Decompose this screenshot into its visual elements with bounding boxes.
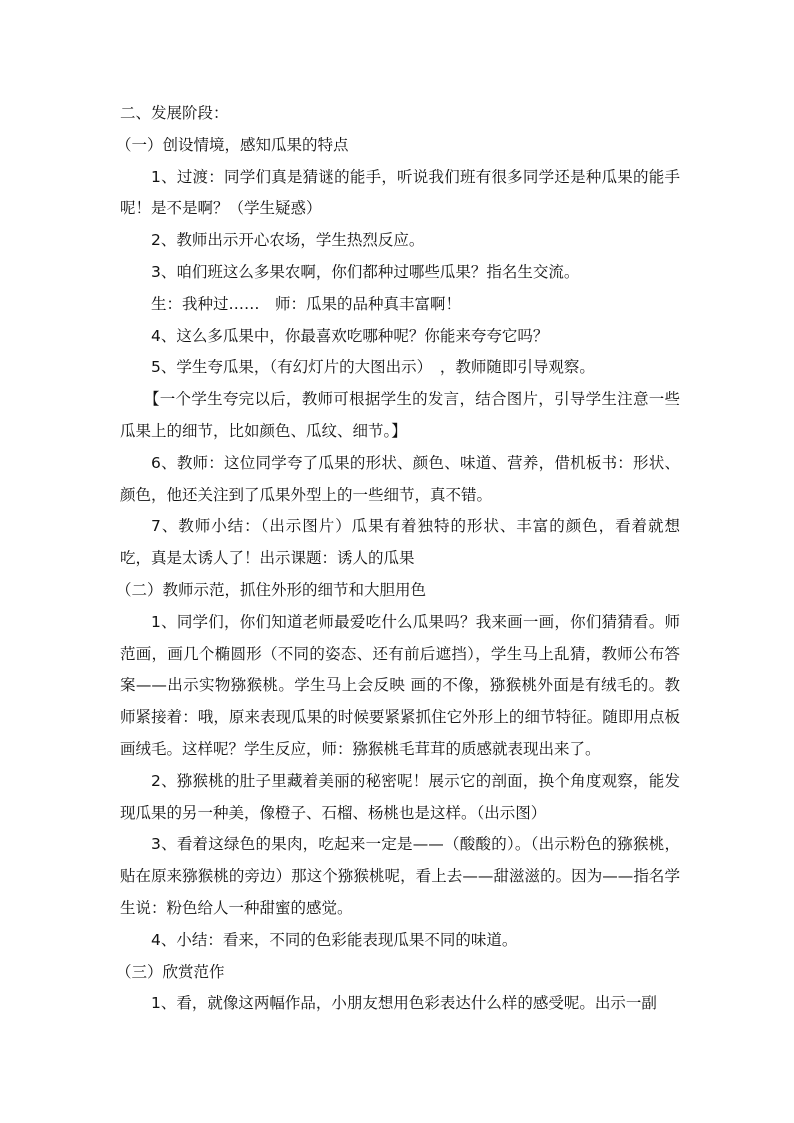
paragraph: 4、这么多瓜果中，你最喜欢吃哪种呢？你能来夸夸它吗？	[151, 326, 549, 345]
paragraph: 7、教师小结：（出示图片）瓜果有着独特的形状、丰富的颜色，看着就想吃，真是太诱人了！出示课题：诱人的瓜果	[120, 517, 680, 568]
paragraph: 4、小结：看来，不同的色彩能表现瓜果不同的味道。	[151, 930, 518, 949]
subsection-heading: （一）创设情境，感知瓜果的特点	[116, 135, 349, 154]
paragraph: 5、学生夸瓜果，（有幻灯片的大图出示） ，教师随即引导观察。	[151, 358, 595, 377]
subsection-heading: （三）欣赏范作	[116, 962, 225, 981]
section-heading: 二、发展阶段：	[120, 104, 229, 122]
paragraph: 1、看，就像这两幅作品，小朋友想用色彩表达什么样的感受呢。出示一副	[151, 994, 657, 1013]
paragraph: 3、看着这绿色的果肉，吃起来一定是——（酸酸的）。（出示粉色的猕猴桃，贴在原来猕猴桃的旁边）那这个猕猴桃呢，看上去——甜滋滋的。因为——指名学生说：粉色给人一种甜蜜的感觉。	[120, 835, 680, 917]
paragraph: 6、教师：这位同学夸了瓜果的形状、颜色、味道、营养，借机板书：形状、颜色，他还关注到了瓜果外型上的一些细节，真不错。	[120, 453, 680, 504]
document-body	[116, 98, 680, 1020]
paragraph: 2、教师出示开心农场，学生热烈反应。	[151, 231, 425, 250]
paragraph: 1、过渡：同学们真是猜谜的能手，听说我们班有很多同学还是种瓜果的能手呢！是不是啊？（学生疑惑）	[120, 167, 680, 218]
paragraph: 3、咱们班这么多果农啊，你们都种过哪些瓜果？指名生交流。	[151, 262, 580, 281]
paragraph: 生：我种过…… 师：瓜果的品种真丰富啊！	[151, 294, 462, 313]
teaching-note: 【一个学生夸完以后，教师可根据学生的发言，结合图片，引导学生注意一些瓜果上的细节，比如颜色、瓜纹、细节。】	[120, 390, 680, 440]
paragraph: 2、猕猴桃的肚子里藏着美丽的秘密呢！展示它的剖面，换个角度观察，能发现瓜果的另一种美，像橙子、石榴、杨桃也是这样。（出示图）	[120, 771, 680, 822]
subsection-heading: （二）教师示范，抓住外形的细节和大胆用色	[116, 580, 427, 599]
paragraph: 1、同学们，你们知道老师最爱吃什么瓜果吗？我来画一画，你们猜猜看。师范画，画几个椭圆形（不同的姿态、还有前后遮挡），学生马上乱猜，教师公布答案——出示实物猕猴桃。学生马上会反映 画的不像，猕猴桃外面是有绒毛的。教师紧接着：哦，原来表现瓜果的时候要紧紧抓住它外形上的细节特征。随即用点板画绒毛。这样呢？学生反应，师：猕猴桃毛茸茸的质感就表现出来了。	[120, 612, 680, 758]
